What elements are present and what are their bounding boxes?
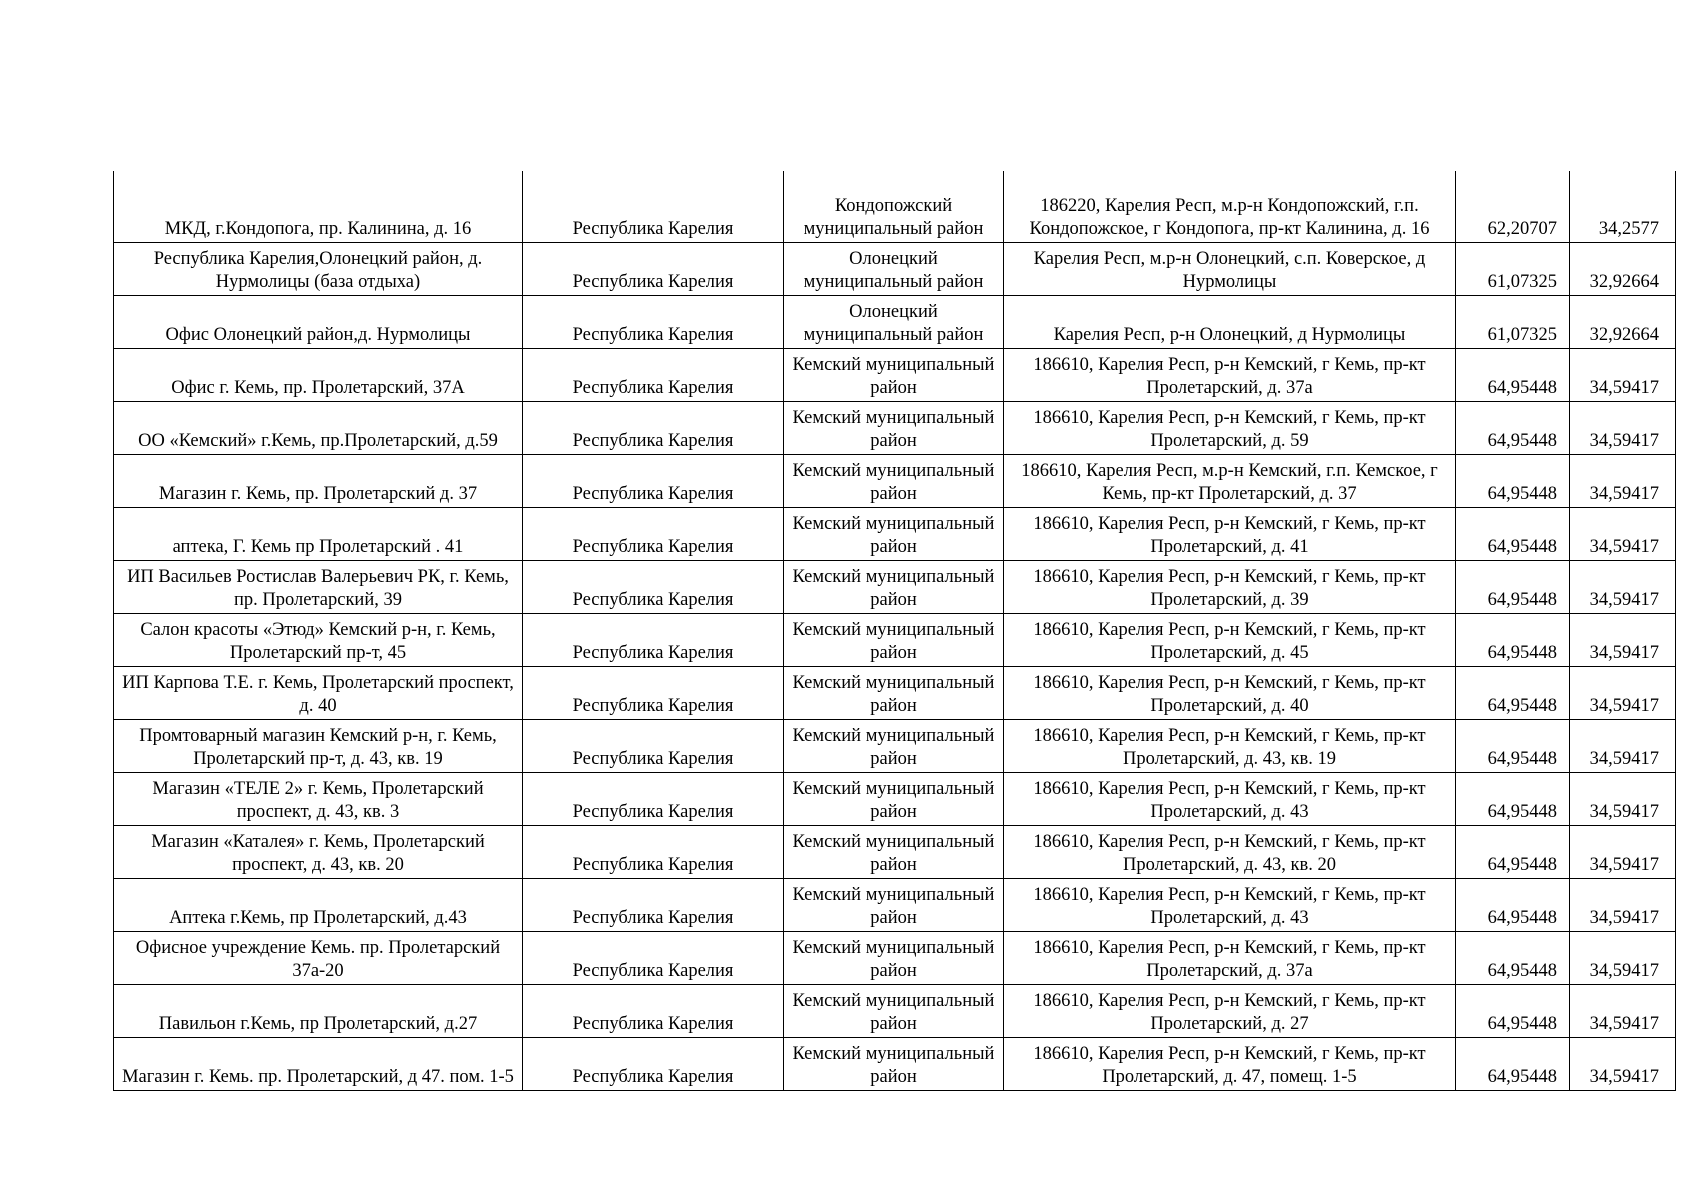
table-row bbox=[114, 1038, 1676, 1091]
longitude-cell: 32,92664 bbox=[1570, 296, 1676, 349]
address-cell: Карелия Респ, м.р-н Олонецкий, с.п. Коверское, д Нурмолицы bbox=[1004, 243, 1456, 296]
longitude-cell: 34,59417 bbox=[1570, 614, 1676, 667]
longitude-cell: 34,59417 bbox=[1570, 349, 1676, 402]
region-cell: Республика Карелия bbox=[523, 879, 784, 932]
table-row bbox=[114, 296, 1676, 349]
region-cell: Республика Карелия bbox=[523, 171, 784, 243]
document-page bbox=[113, 171, 1675, 1091]
table-row bbox=[114, 932, 1676, 985]
address-cell: 186610, Карелия Респ, р-н Кемский, г Кемь, пр-кт Пролетарский, д. 43, кв. 20 bbox=[1004, 826, 1456, 879]
region-cell: Республика Карелия bbox=[523, 667, 784, 720]
longitude-cell: 34,59417 bbox=[1570, 720, 1676, 773]
table-row bbox=[114, 720, 1676, 773]
latitude-cell: 64,95448 bbox=[1456, 720, 1570, 773]
region-cell: Республика Карелия bbox=[523, 720, 784, 773]
longitude-cell: 34,59417 bbox=[1570, 932, 1676, 985]
district-cell: Кемский муниципальный район bbox=[784, 508, 1004, 561]
address-cell: 186610, Карелия Респ, р-н Кемский, г Кемь, пр-кт Пролетарский, д. 37а bbox=[1004, 932, 1456, 985]
address-cell: Карелия Респ, р-н Олонецкий, д Нурмолицы bbox=[1004, 296, 1456, 349]
object-name-cell: Павильон г.Кемь, пр Пролетарский, д.27 bbox=[114, 985, 523, 1038]
table-row bbox=[114, 667, 1676, 720]
district-cell: Кемский муниципальный район bbox=[784, 773, 1004, 826]
region-cell: Республика Карелия bbox=[523, 243, 784, 296]
longitude-cell: 34,59417 bbox=[1570, 455, 1676, 508]
longitude-cell: 34,59417 bbox=[1570, 402, 1676, 455]
latitude-cell: 64,95448 bbox=[1456, 985, 1570, 1038]
district-cell: Кемский муниципальный район bbox=[784, 985, 1004, 1038]
address-cell: 186610, Карелия Респ, р-н Кемский, г Кемь, пр-кт Пролетарский, д. 40 bbox=[1004, 667, 1456, 720]
latitude-cell: 64,95448 bbox=[1456, 879, 1570, 932]
region-cell: Республика Карелия bbox=[523, 561, 784, 614]
region-cell: Республика Карелия bbox=[523, 773, 784, 826]
region-cell: Республика Карелия bbox=[523, 508, 784, 561]
address-cell: 186610, Карелия Респ, р-н Кемский, г Кемь, пр-кт Пролетарский, д. 43 bbox=[1004, 879, 1456, 932]
district-cell: Кемский муниципальный район bbox=[784, 402, 1004, 455]
region-cell: Республика Карелия bbox=[523, 985, 784, 1038]
table-row bbox=[114, 614, 1676, 667]
object-name-cell: аптека, Г. Кемь пр Пролетарский . 41 bbox=[114, 508, 523, 561]
table-row bbox=[114, 773, 1676, 826]
latitude-cell: 64,95448 bbox=[1456, 402, 1570, 455]
longitude-cell: 34,2577 bbox=[1570, 171, 1676, 243]
latitude-cell: 62,20707 bbox=[1456, 171, 1570, 243]
object-name-cell: Офис г. Кемь, пр. Пролетарский, 37А bbox=[114, 349, 523, 402]
district-cell: Кемский муниципальный район bbox=[784, 614, 1004, 667]
region-cell: Республика Карелия bbox=[523, 296, 784, 349]
district-cell: Олонецкий муниципальный район bbox=[784, 296, 1004, 349]
region-cell: Республика Карелия bbox=[523, 349, 784, 402]
object-name-cell: Салон красоты «Этюд» Кемский р-н, г. Кемь, Пролетарский пр-т, 45 bbox=[114, 614, 523, 667]
latitude-cell: 64,95448 bbox=[1456, 932, 1570, 985]
address-cell: 186610, Карелия Респ, р-н Кемский, г Кемь, пр-кт Пролетарский, д. 47, помещ. 1-5 bbox=[1004, 1038, 1456, 1091]
object-name-cell: Магазин г. Кемь. пр. Пролетарский, д 47. пом. 1-5 bbox=[114, 1038, 523, 1091]
locations-table bbox=[113, 171, 1676, 1091]
longitude-cell: 34,59417 bbox=[1570, 773, 1676, 826]
district-cell: Кемский муниципальный район bbox=[784, 455, 1004, 508]
latitude-cell: 64,95448 bbox=[1456, 826, 1570, 879]
latitude-cell: 61,07325 bbox=[1456, 296, 1570, 349]
object-name-cell: Аптека г.Кемь, пр Пролетарский, д.43 bbox=[114, 879, 523, 932]
object-name-cell: Магазин г. Кемь, пр. Пролетарский д. 37 bbox=[114, 455, 523, 508]
address-cell: 186610, Карелия Респ, р-н Кемский, г Кемь, пр-кт Пролетарский, д. 39 bbox=[1004, 561, 1456, 614]
address-cell: 186610, Карелия Респ, р-н Кемский, г Кемь, пр-кт Пролетарский, д. 45 bbox=[1004, 614, 1456, 667]
district-cell: Кемский муниципальный район bbox=[784, 667, 1004, 720]
region-cell: Республика Карелия bbox=[523, 932, 784, 985]
district-cell: Олонецкий муниципальный район bbox=[784, 243, 1004, 296]
table-row bbox=[114, 171, 1676, 243]
object-name-cell: ОО «Кемский» г.Кемь, пр.Пролетарский, д.59 bbox=[114, 402, 523, 455]
latitude-cell: 64,95448 bbox=[1456, 508, 1570, 561]
district-cell: Кемский муниципальный район bbox=[784, 561, 1004, 614]
region-cell: Республика Карелия bbox=[523, 614, 784, 667]
longitude-cell: 32,92664 bbox=[1570, 243, 1676, 296]
table-row bbox=[114, 985, 1676, 1038]
object-name-cell: Республика Карелия,Олонецкий район, д. Нурмолицы (база отдыха) bbox=[114, 243, 523, 296]
table-row bbox=[114, 243, 1676, 296]
district-cell: Кемский муниципальный район bbox=[784, 826, 1004, 879]
object-name-cell: ИП Карпова Т.Е. г. Кемь, Пролетарский проспект, д. 40 bbox=[114, 667, 523, 720]
table-row bbox=[114, 402, 1676, 455]
longitude-cell: 34,59417 bbox=[1570, 667, 1676, 720]
object-name-cell: Офис Олонецкий район,д. Нурмолицы bbox=[114, 296, 523, 349]
district-cell: Кемский муниципальный район bbox=[784, 720, 1004, 773]
longitude-cell: 34,59417 bbox=[1570, 1038, 1676, 1091]
longitude-cell: 34,59417 bbox=[1570, 826, 1676, 879]
address-cell: 186610, Карелия Респ, р-н Кемский, г Кемь, пр-кт Пролетарский, д. 27 bbox=[1004, 985, 1456, 1038]
table-row bbox=[114, 349, 1676, 402]
object-name-cell: МКД, г.Кондопога, пр. Калинина, д. 16 bbox=[114, 171, 523, 243]
latitude-cell: 64,95448 bbox=[1456, 667, 1570, 720]
address-cell: 186220, Карелия Респ, м.р-н Кондопожский, г.п. Кондопожское, г Кондопога, пр-кт Калинина, д. 16 bbox=[1004, 171, 1456, 243]
object-name-cell: Магазин «Каталея» г. Кемь, Пролетарский проспект, д. 43, кв. 20 bbox=[114, 826, 523, 879]
object-name-cell: ИП Васильев Ростислав Валерьевич РК, г. Кемь, пр. Пролетарский, 39 bbox=[114, 561, 523, 614]
longitude-cell: 34,59417 bbox=[1570, 879, 1676, 932]
district-cell: Кемский муниципальный район bbox=[784, 349, 1004, 402]
object-name-cell: Магазин «ТЕЛЕ 2» г. Кемь, Пролетарский проспект, д. 43, кв. 3 bbox=[114, 773, 523, 826]
longitude-cell: 34,59417 bbox=[1570, 508, 1676, 561]
latitude-cell: 64,95448 bbox=[1456, 1038, 1570, 1091]
latitude-cell: 64,95448 bbox=[1456, 561, 1570, 614]
longitude-cell: 34,59417 bbox=[1570, 561, 1676, 614]
longitude-cell: 34,59417 bbox=[1570, 985, 1676, 1038]
district-cell: Кондопожский муниципальный район bbox=[784, 171, 1004, 243]
district-cell: Кемский муниципальный район bbox=[784, 879, 1004, 932]
latitude-cell: 64,95448 bbox=[1456, 455, 1570, 508]
table-row bbox=[114, 826, 1676, 879]
latitude-cell: 64,95448 bbox=[1456, 349, 1570, 402]
latitude-cell: 64,95448 bbox=[1456, 773, 1570, 826]
address-cell: 186610, Карелия Респ, р-н Кемский, г Кемь, пр-кт Пролетарский, д. 37а bbox=[1004, 349, 1456, 402]
object-name-cell: Промтоварный магазин Кемский р-н, г. Кемь, Пролетарский пр-т, д. 43, кв. 19 bbox=[114, 720, 523, 773]
district-cell: Кемский муниципальный район bbox=[784, 1038, 1004, 1091]
region-cell: Республика Карелия bbox=[523, 455, 784, 508]
table-row bbox=[114, 879, 1676, 932]
address-cell: 186610, Карелия Респ, м.р-н Кемский, г.п. Кемское, г Кемь, пр-кт Пролетарский, д. 37 bbox=[1004, 455, 1456, 508]
region-cell: Республика Карелия bbox=[523, 1038, 784, 1091]
address-cell: 186610, Карелия Респ, р-н Кемский, г Кемь, пр-кт Пролетарский, д. 41 bbox=[1004, 508, 1456, 561]
object-name-cell: Офисное учреждение Кемь. пр. Пролетарский 37а-20 bbox=[114, 932, 523, 985]
region-cell: Республика Карелия bbox=[523, 826, 784, 879]
address-cell: 186610, Карелия Респ, р-н Кемский, г Кемь, пр-кт Пролетарский, д. 43 bbox=[1004, 773, 1456, 826]
address-cell: 186610, Карелия Респ, р-н Кемский, г Кемь, пр-кт Пролетарский, д. 59 bbox=[1004, 402, 1456, 455]
region-cell: Республика Карелия bbox=[523, 402, 784, 455]
table-row bbox=[114, 561, 1676, 614]
table-row bbox=[114, 455, 1676, 508]
latitude-cell: 64,95448 bbox=[1456, 614, 1570, 667]
locations-table-body bbox=[114, 171, 1676, 1091]
address-cell: 186610, Карелия Респ, р-н Кемский, г Кемь, пр-кт Пролетарский, д. 43, кв. 19 bbox=[1004, 720, 1456, 773]
table-row bbox=[114, 508, 1676, 561]
district-cell: Кемский муниципальный район bbox=[784, 932, 1004, 985]
latitude-cell: 61,07325 bbox=[1456, 243, 1570, 296]
